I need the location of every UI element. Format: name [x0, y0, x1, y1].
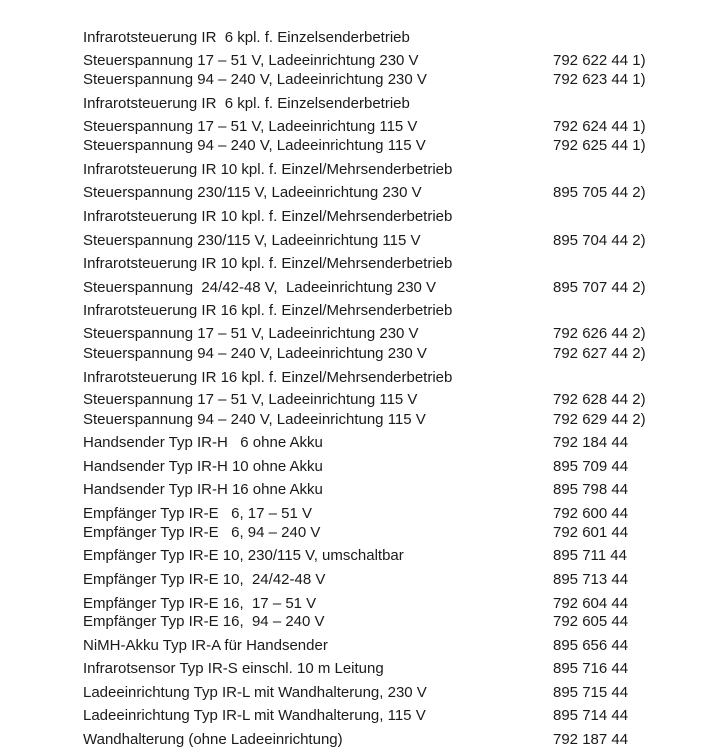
item-description: Steuerspannung 94 – 240 V, Ladeeinrichtung 115 V [83, 411, 426, 428]
list-item [0, 612, 711, 632]
item-description: Handsender Typ IR-H 6 ohne Akku [83, 434, 323, 451]
item-description: Empfänger Typ IR-E 10, 230/115 V, umschaltbar [83, 547, 404, 564]
item-description: Empfänger Typ IR-E 6, 17 – 51 V [83, 505, 313, 522]
item-number: 895 705 44 2) [553, 184, 646, 201]
item-description: Empfänger Typ IR-E 16, 94 – 240 V [83, 613, 325, 630]
list-item [0, 368, 711, 388]
item-description: Steuerspannung 24/42-48 V, Ladeeinrichtung 230 V [83, 279, 437, 296]
item-description: Infrarotsteuerung IR 6 kpl. f. Einzelsenderbetrieb [83, 95, 410, 112]
item-number: 895 711 44 [553, 547, 627, 564]
item-number: 895 656 44 [553, 637, 629, 654]
list-item [0, 231, 711, 251]
item-number: 792 629 44 2) [553, 411, 646, 428]
item-number: 792 605 44 [553, 613, 629, 630]
list-item [0, 94, 711, 114]
item-description: Empfänger Typ IR-E 10, 24/42-48 V [83, 571, 326, 588]
list-item [0, 683, 711, 703]
item-description: Steuerspannung 94 – 240 V, Ladeeinrichtung 230 V [83, 345, 427, 362]
item-number: 895 798 44 [553, 481, 629, 498]
item-number: 792 600 44 [553, 505, 629, 522]
list-item [0, 344, 711, 364]
item-description: NiMH-Akku Typ IR-A für Handsender [83, 637, 328, 654]
item-description: Handsender Typ IR-H 10 ohne Akku [83, 458, 323, 475]
list-item [0, 706, 711, 726]
item-description: Steuerspannung 230/115 V, Ladeeinrichtung 115 V [83, 232, 421, 249]
item-number: 792 626 44 2) [553, 325, 646, 342]
list-item [0, 659, 711, 679]
item-description: Handsender Typ IR-H 16 ohne Akku [83, 481, 323, 498]
item-description: Wandhalterung (ohne Ladeeinrichtung) [83, 731, 343, 748]
list-item [0, 546, 711, 566]
item-description: Empfänger Typ IR-E 16, 17 – 51 V [83, 595, 317, 612]
item-description: Infrarotsensor Typ IR-S einschl. 10 m Leitung [83, 660, 384, 677]
item-description: Steuerspannung 17 – 51 V, Ladeeinrichtung 230 V [83, 52, 419, 69]
list-item [0, 301, 711, 321]
list-item [0, 28, 711, 48]
list-item [0, 207, 711, 227]
list-item [0, 480, 711, 500]
item-description: Empfänger Typ IR-E 6, 94 – 240 V [83, 524, 321, 541]
item-description: Steuerspannung 94 – 240 V, Ladeeinrichtung 230 V [83, 71, 427, 88]
list-item [0, 51, 711, 71]
list-item [0, 160, 711, 180]
item-description: Steuerspannung 17 – 51 V, Ladeeinrichtung 115 V [83, 118, 418, 135]
item-number: 792 624 44 1) [553, 118, 646, 135]
item-number: 895 709 44 [553, 458, 629, 475]
item-number: 792 604 44 [553, 595, 629, 612]
item-description: Infrarotsteuerung IR 16 kpl. f. Einzel/Mehrsenderbetrieb [83, 369, 453, 386]
list-item [0, 70, 711, 90]
item-description: Infrarotsteuerung IR 10 kpl. f. Einzel/Mehrsenderbetrieb [83, 255, 453, 272]
list-item [0, 136, 711, 156]
item-description: Steuerspannung 94 – 240 V, Ladeeinrichtung 115 V [83, 137, 426, 154]
list-item [0, 254, 711, 274]
list-item [0, 636, 711, 656]
list-item [0, 433, 711, 453]
item-number: 895 714 44 [553, 707, 629, 724]
item-description: Infrarotsteuerung IR 10 kpl. f. Einzel/Mehrsenderbetrieb [83, 161, 453, 178]
list-item [0, 504, 711, 524]
item-number: 792 187 44 [553, 731, 629, 748]
item-number: 792 627 44 2) [553, 345, 646, 362]
item-description: Ladeeinrichtung Typ IR-L mit Wandhalterung, 115 V [83, 707, 426, 724]
item-number: 895 704 44 2) [553, 232, 646, 249]
list-item [0, 117, 711, 137]
item-number: 792 622 44 1) [553, 52, 646, 69]
list-item [0, 410, 711, 430]
list-item [0, 594, 711, 614]
list-item [0, 390, 711, 410]
list-item [0, 324, 711, 344]
item-description: Steuerspannung 17 – 51 V, Ladeeinrichtung 230 V [83, 325, 419, 342]
item-description: Infrarotsteuerung IR 6 kpl. f. Einzelsenderbetrieb [83, 29, 410, 46]
item-number: 792 623 44 1) [553, 71, 646, 88]
item-description: Infrarotsteuerung IR 10 kpl. f. Einzel/Mehrsenderbetrieb [83, 208, 453, 225]
list-item [0, 570, 711, 590]
item-number: 895 716 44 [553, 660, 629, 677]
item-description: Ladeeinrichtung Typ IR-L mit Wandhalterung, 230 V [83, 684, 427, 701]
list-item [0, 183, 711, 203]
item-number: 792 625 44 1) [553, 137, 646, 154]
item-description: Steuerspannung 17 – 51 V, Ladeeinrichtung 115 V [83, 391, 418, 408]
item-number: 895 707 44 2) [553, 279, 646, 296]
item-number: 895 715 44 [553, 684, 629, 701]
item-number: 895 713 44 [553, 571, 629, 588]
item-number: 792 184 44 [553, 434, 629, 451]
list-item [0, 278, 711, 298]
list-item [0, 523, 711, 543]
item-number: 792 601 44 [553, 524, 629, 541]
item-description: Infrarotsteuerung IR 16 kpl. f. Einzel/Mehrsenderbetrieb [83, 302, 453, 319]
list-item [0, 730, 711, 750]
item-description: Steuerspannung 230/115 V, Ladeeinrichtung 230 V [83, 184, 422, 201]
list-item [0, 457, 711, 477]
item-number: 792 628 44 2) [553, 391, 646, 408]
